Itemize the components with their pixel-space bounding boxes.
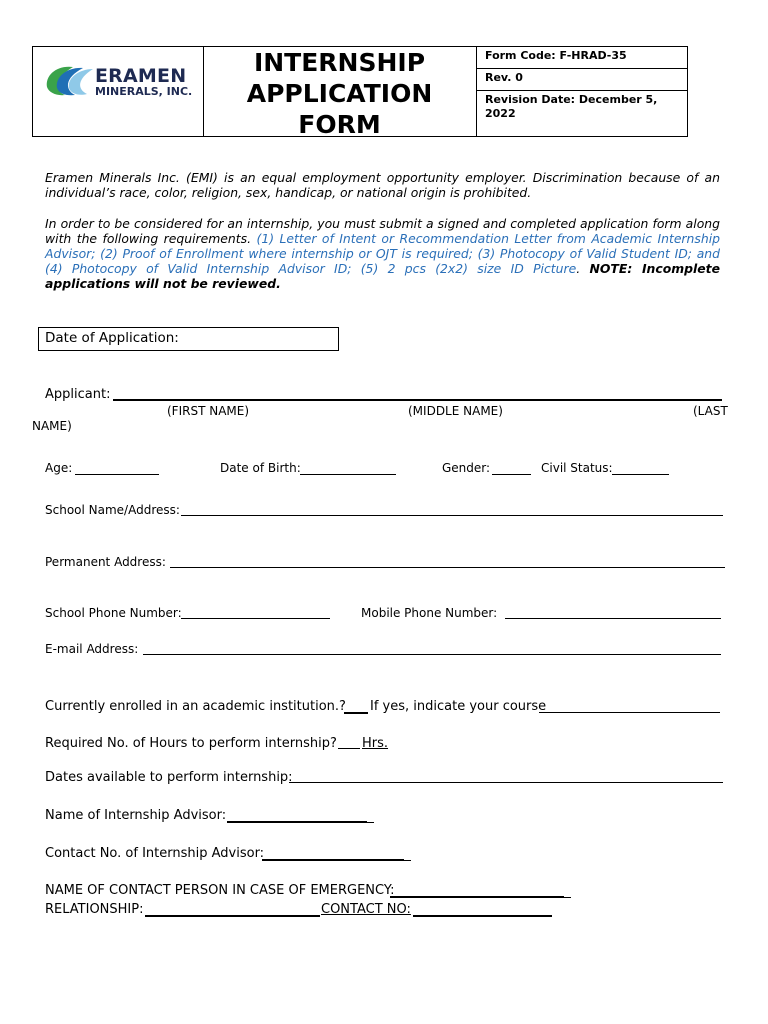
advisor-name-label: Name of Internship Advisor: bbox=[45, 808, 227, 823]
logo-subtitle: MINERALS, INC. bbox=[95, 85, 193, 98]
emergency-contact-label: NAME OF CONTACT PERSON IN CASE OF EMERGENCY: bbox=[45, 883, 395, 898]
first-name-caption: (FIRST NAME) bbox=[167, 404, 250, 418]
email-input[interactable] bbox=[143, 654, 721, 655]
title-line-1: INTERNSHIP bbox=[253, 48, 426, 77]
school-phone-input[interactable] bbox=[181, 618, 330, 619]
enrolled-answer-input[interactable] bbox=[344, 712, 368, 714]
middle-name-caption: (MIDDLE NAME) bbox=[408, 404, 503, 418]
school-phone-label: School Phone Number: bbox=[45, 606, 182, 620]
dob-input[interactable] bbox=[300, 474, 396, 475]
contact-no-label: CONTACT NO: bbox=[321, 902, 411, 917]
applicant-label: Applicant: bbox=[45, 387, 111, 402]
gender-input[interactable] bbox=[492, 474, 531, 475]
school-label: School Name/Address: bbox=[45, 503, 180, 517]
meta-cell bbox=[477, 47, 687, 136]
incomplete-note: NOTE: Incomplete applications will not be reviewed. bbox=[45, 261, 720, 291]
advisor-contact-label: Contact No. of Internship Advisor: bbox=[45, 846, 265, 861]
civil-status-input[interactable] bbox=[612, 474, 669, 475]
title-line-2: APPLICATION bbox=[246, 79, 433, 108]
dates-available-input[interactable] bbox=[289, 782, 723, 783]
contact-no-input[interactable] bbox=[413, 915, 552, 917]
age-input[interactable] bbox=[75, 474, 159, 475]
hours-input[interactable] bbox=[338, 748, 360, 749]
advisor-contact-input-tail bbox=[404, 860, 411, 861]
last-name-caption: (LAST bbox=[693, 404, 728, 418]
dob-label: Date of Birth: bbox=[220, 461, 301, 475]
revision-date: Revision Date: December 5, 2022 bbox=[485, 93, 658, 120]
applicant-name-line[interactable] bbox=[113, 399, 722, 401]
course-input[interactable] bbox=[539, 712, 720, 713]
revision-number: Rev. 0 bbox=[477, 69, 687, 91]
relationship-input[interactable] bbox=[145, 915, 320, 917]
requirements-paragraph bbox=[45, 216, 720, 291]
emergency-contact-input-tail bbox=[564, 897, 571, 898]
enrolled-question: Currently enrolled in an academic institution.? bbox=[45, 699, 346, 714]
advisor-name-input[interactable] bbox=[227, 821, 367, 823]
mobile-phone-label: Mobile Phone Number: bbox=[361, 606, 498, 620]
hours-question: Required No. of Hours to perform internship? bbox=[45, 736, 337, 751]
last-name-caption-cont: NAME) bbox=[32, 419, 72, 433]
form-code: Form Code: F-HRAD-35 bbox=[477, 47, 687, 69]
requirements-intro: In order to be considered for an internship, you must submit a signed and completed application form along with the following requirements. bbox=[45, 216, 720, 246]
hours-unit: Hrs. bbox=[362, 736, 389, 751]
dates-available-label: Dates available to perform internship: bbox=[45, 770, 293, 785]
advisor-name-input-tail bbox=[367, 822, 374, 823]
emergency-contact-input[interactable] bbox=[390, 896, 564, 898]
permanent-address-label: Permanent Address: bbox=[45, 555, 166, 569]
equal-opportunity-paragraph: Eramen Minerals Inc. (EMI) is an equal employment opportunity employer. Discrimination because of an individual’s race, color, religion, sex, handicap, or national origin is prohibited. bbox=[45, 170, 720, 200]
logo-cell bbox=[33, 47, 204, 136]
relationship-label: RELATIONSHIP: bbox=[45, 902, 144, 917]
permanent-address-input[interactable] bbox=[170, 567, 725, 568]
school-input[interactable] bbox=[181, 515, 723, 516]
form-header bbox=[32, 46, 688, 137]
requirements-list: (1) Letter of Intent or Recommendation Letter from Academic Internship Advisor; (2) Proof of Enrollment where internship or OJT is required; (3) Photocopy of Valid Student ID; and (4) Photocopy of Valid Internship Advisor ID; (5) 2 pcs (2x2) size ID Picture bbox=[45, 231, 720, 276]
logo-wordmark: ERAMEN bbox=[95, 65, 187, 87]
eramen-logo-icon bbox=[43, 63, 95, 99]
title-cell bbox=[203, 47, 477, 139]
age-label: Age: bbox=[45, 461, 73, 475]
advisor-contact-input[interactable] bbox=[262, 859, 404, 861]
title-line-3: FORM bbox=[298, 110, 381, 139]
course-label: If yes, indicate your course bbox=[370, 699, 547, 714]
email-label: E-mail Address: bbox=[45, 642, 139, 656]
gender-label: Gender: bbox=[442, 461, 491, 475]
mobile-phone-input[interactable] bbox=[505, 618, 721, 619]
requirements-period: . bbox=[576, 261, 590, 276]
date-of-application-field[interactable]: Date of Application: bbox=[38, 327, 339, 351]
form-title bbox=[203, 47, 476, 140]
civil-status-label: Civil Status: bbox=[541, 461, 613, 475]
